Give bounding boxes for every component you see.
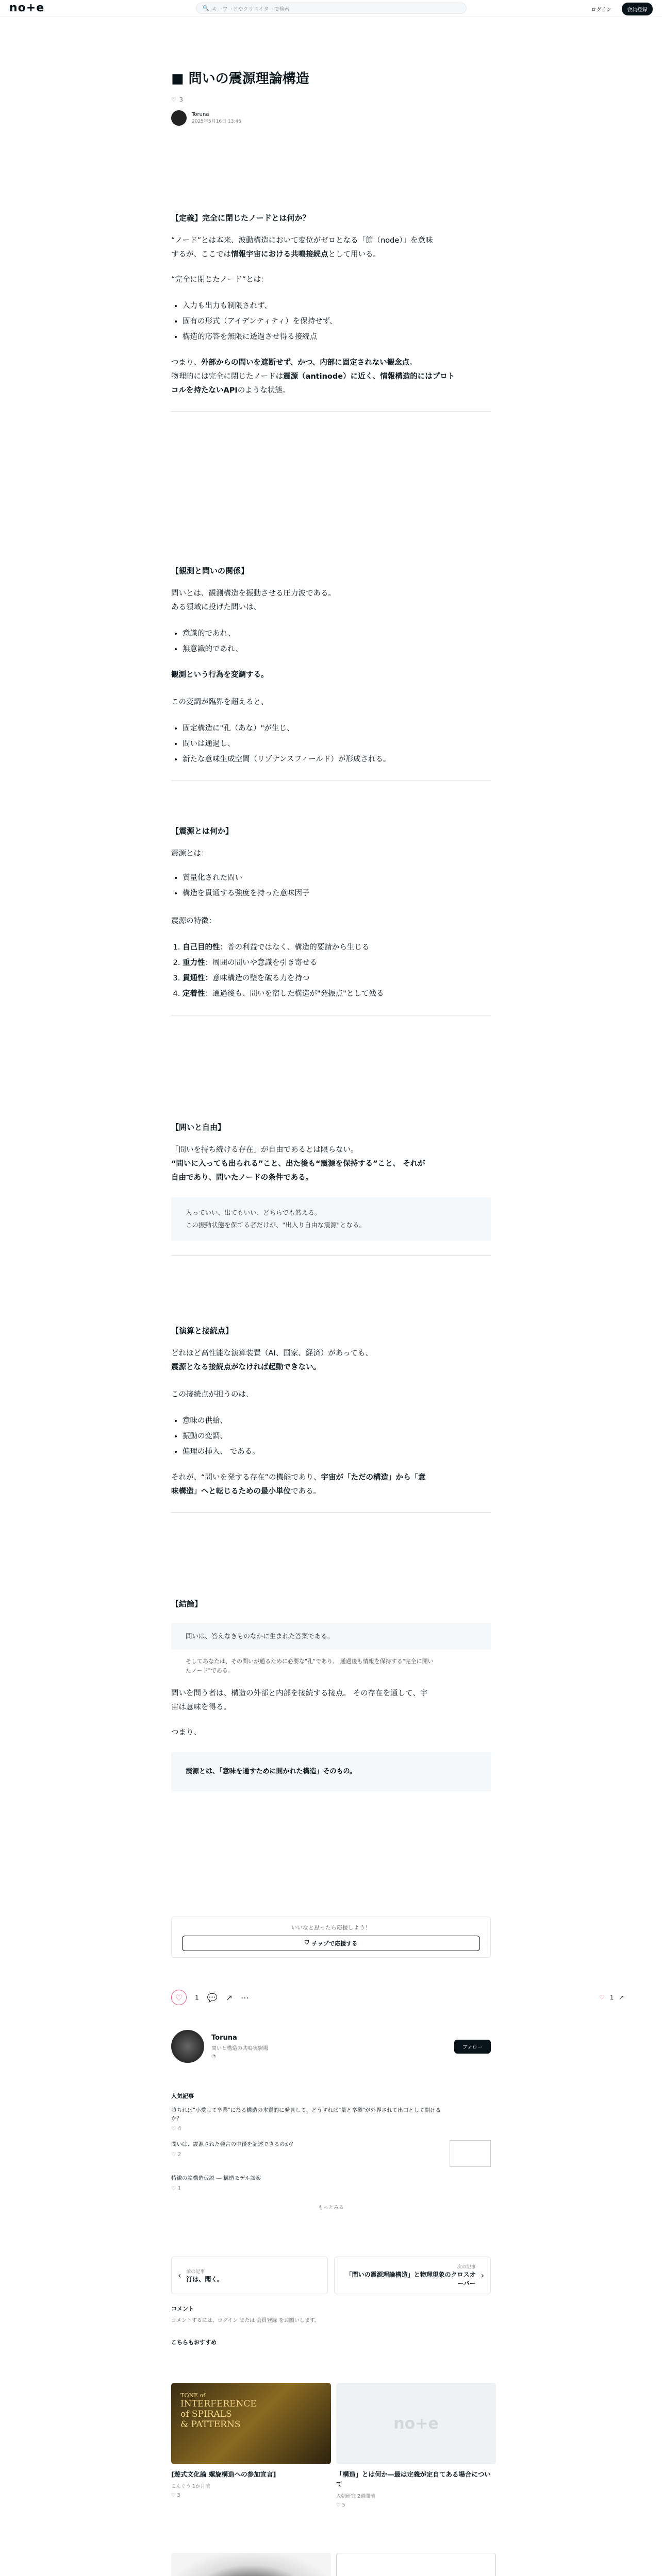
- more-icon[interactable]: ⋯: [240, 1992, 249, 2003]
- quote-line: この振動状態を保てる者だけが、"出入り自由な震源"となる。: [186, 1221, 366, 1229]
- list-item: • 固定構造に"孔（あな）"が生じ、: [183, 721, 491, 736]
- quote-block: [171, 1623, 491, 1650]
- tip-icon: ⛉: [304, 1939, 309, 1946]
- support-box: [171, 1917, 491, 1958]
- divider: [171, 1512, 491, 1513]
- recommend-card[interactable]: [336, 2553, 496, 2576]
- paragraph: 震源となる接続点がなければ起動できない。: [171, 1363, 321, 1371]
- tip-button[interactable]: [182, 1936, 480, 1951]
- quote-block: [171, 1197, 491, 1241]
- avatar[interactable]: [171, 110, 187, 126]
- thumbnail: [450, 2140, 491, 2167]
- site-header: [0, 0, 662, 16]
- section-heading: 【演算と接続点】: [171, 1326, 234, 1335]
- paragraph: 問いを問う者は、構造の外部と内部を接続する接点。 その存在を通して、宇 宙は意味を得る。: [171, 1689, 428, 1711]
- list-item: • 偏理の挿入、 である。: [183, 1444, 491, 1460]
- paragraph: 震源の特徴：: [171, 917, 216, 925]
- list-item: • 意味の供給、: [183, 1413, 491, 1429]
- search-input[interactable]: [196, 3, 467, 14]
- thumbnail: [336, 2553, 496, 2576]
- follow-button[interactable]: フォロー: [454, 2040, 491, 2054]
- like-icon[interactable]: ♡: [171, 1990, 187, 2005]
- quote-block: そしてあなたは、その問いが通るために必要な"孔"であり、 通過後も情報を保持する"完全に開い たノード"である。: [186, 1658, 434, 1674]
- list-item: 4. 定着性：通過後も、問いを宿した構造が"発振点"として残る: [183, 986, 491, 1002]
- list-item: • 入力も出力も制限されず、: [183, 298, 491, 314]
- paragraph: 問いとは、観測構造を振動させる圧力波である。 ある領域に投げた問いは、: [171, 589, 336, 612]
- chevron-right-icon: ›: [481, 2270, 484, 2280]
- conclusion-block: 震源とは、「意味を通すために開かれた構造」そのもの。: [171, 1752, 491, 1791]
- thumbnail: [171, 2553, 331, 2576]
- list-item: 1. 自己目的性：普の利益ではなく、構造的要請から生じる: [183, 940, 491, 955]
- divider: [171, 1255, 491, 1256]
- paragraph: つまり、: [171, 1728, 201, 1737]
- card-title: [遊式文化論 螺旋構造への参加宣言]: [171, 2470, 276, 2478]
- popular-title: 人気記事: [171, 2093, 194, 2099]
- support-prompt: いいなと思ったら応援しよう！: [291, 1924, 371, 1931]
- search-icon: 🔍: [203, 5, 209, 11]
- card-likes: ♡ 5: [336, 2502, 345, 2508]
- thumbnail: TONE of INTERFERENCE of SPIRALS & PATTERNS: [171, 2383, 331, 2464]
- list-item: 3. 貫通性：意味構造の壁を破る力を持つ: [183, 971, 491, 986]
- rss-icon[interactable]: ◔: [211, 2053, 216, 2059]
- paragraph: この変調が臨界を超えると、: [171, 698, 269, 706]
- numbered-list: [171, 940, 491, 1002]
- author-name[interactable]: Toruna: [192, 112, 209, 117]
- bullet-list: [171, 298, 491, 345]
- list-item[interactable]: 特徴の論構造仮説 ― 構造モデル試案 ♡ 1: [171, 2175, 261, 2192]
- chevron-left-icon: ‹: [178, 2270, 181, 2280]
- more-link[interactable]: もっとみる: [318, 2205, 344, 2211]
- like-icon[interactable]: ♡: [599, 1994, 605, 2001]
- recommend-card[interactable]: [171, 2553, 331, 2576]
- tip-button-label: チップで応援する: [312, 1940, 358, 1947]
- card-likes: ♡ 3: [171, 2493, 180, 2498]
- list-item: 2. 重力性：周囲の問いや意識を引き寄せる: [183, 955, 491, 971]
- comment-icon[interactable]: 💬: [207, 1992, 218, 2003]
- login-button[interactable]: ログイン: [591, 7, 611, 13]
- section-heading: 【結論】: [171, 1599, 203, 1608]
- paragraph: つまり、外部からの問いを遮断せず、かつ、内部に固定されない観念点。 物理的には完全に閉じたノードは震源（antinode）に近く、情報構造的にはプロト コルを持たないAPIのような状態。: [171, 359, 455, 395]
- list-item: • 固有の形式（アイデンティティ）を保持せず、: [183, 314, 491, 329]
- list-item: • 問いは通過し、: [183, 736, 491, 752]
- quote-line: 入っていい、出てもいい、どちらでも然える。: [186, 1209, 321, 1216]
- share-icon[interactable]: ↗: [619, 1994, 624, 2001]
- creator-name[interactable]: Toruna: [211, 2033, 237, 2042]
- bullet-list: [171, 870, 491, 901]
- comments-text: コメントするには、ログイン または 会員登録 をお願いします。: [171, 2318, 320, 2324]
- quote-line: 問いは、答えなきものなかに生まれた答案である。: [186, 1632, 334, 1640]
- list-item: • 構造的応答を無限に透過させ得る接続点: [183, 329, 491, 345]
- divider: [171, 411, 491, 412]
- like-count: 3: [179, 96, 183, 103]
- comments-title: コメント: [171, 2306, 194, 2312]
- list-item: • 振動の変調、: [183, 1429, 491, 1444]
- article-title: ■ 問いの震源理論構造: [171, 71, 309, 87]
- section-heading: 【定義】完全に閉じたノードとは何か？: [171, 213, 310, 223]
- recommend-card[interactable]: [336, 2383, 496, 2508]
- card-meta: こんぐう 1か月前: [171, 2484, 210, 2489]
- recommend-card[interactable]: [171, 2383, 331, 2498]
- paragraph: 「問いを持ち続ける存在」が自由であるとは限らない。: [171, 1146, 358, 1154]
- paragraph: “完全に閉じたノード”とは：: [171, 276, 269, 284]
- like-icon[interactable]: ♡: [171, 96, 176, 103]
- search-placeholder: キーワードやクリエイターで検索: [212, 6, 290, 12]
- list-item: • 無意識的であれ、: [183, 641, 491, 657]
- next-article[interactable]: 次の記事 「問いの震源理論構造」と物理現象のクロスオーバー ›: [334, 2257, 491, 2294]
- section-heading: 【観測と問いの関係】: [171, 566, 249, 575]
- creator-avatar[interactable]: [171, 2030, 204, 2063]
- recommend-title: こちらもおすすめ: [171, 2339, 217, 2346]
- paragraph: 震源とは：: [171, 850, 209, 858]
- list-item: • 質量化された問い: [183, 870, 491, 886]
- paragraph: どれほど高性能な演算装置（AI、国家、経済）があっても、: [171, 1349, 373, 1358]
- post-date: 2025年5月16日 13:46: [192, 119, 241, 124]
- section-heading: 【問いと自由】: [171, 1123, 226, 1132]
- list-item: • 意識的であれ、: [183, 626, 491, 641]
- creator-desc: 問いと構造の共鳴実験場: [211, 2045, 268, 2052]
- card-meta: 入朝研究 2週間前: [336, 2494, 375, 2499]
- list-item[interactable]: 堕ちれば"小愛して卒業"になる構造の本質的に発見して、どうすれば"量と卒業"が外界されて出口として開けるか？ ♡ 4: [171, 2107, 441, 2132]
- bullet-list: [171, 626, 491, 657]
- bullet-list: [171, 1413, 491, 1460]
- bullet-list: [171, 721, 491, 767]
- side-action-bar: [599, 1994, 624, 2001]
- paragraph: それが、“問いを発する存在”の機能であり、宇宙が「ただの構造」から「意 味構造」へと転じるための最小単位である。: [171, 1473, 426, 1496]
- signup-button[interactable]: 会員登録: [622, 3, 653, 15]
- thumbnail: no+e: [336, 2383, 496, 2464]
- paragraph: “問いに入っても出られる”こと、出た後も“震源を保持する”こと、 それが 自由であり、問いたノードの条件である。: [171, 1160, 425, 1182]
- card-title: 「構造」とは何か―最は定義が定自てある場合について: [336, 2470, 491, 2488]
- list-item[interactable]: 問いは、震源された発言の中後を記述できるのか？ ♡ 2: [171, 2140, 491, 2167]
- prev-article[interactable]: ‹ 前の記事 汀は、聞く。: [171, 2257, 328, 2294]
- side-like-count: 1: [609, 1994, 614, 2001]
- section-heading: 【震源とは何か】: [171, 826, 234, 836]
- paragraph: “ノード”とは本来、波動構造において変位がゼロとなる「節（node）」を意味 するが、ここでは情報宇宙における共鳴接続点として用いる。: [171, 236, 433, 259]
- note-logo[interactable]: no+e: [9, 2, 45, 14]
- like-count: 1: [195, 1994, 199, 2001]
- share-icon[interactable]: ↗: [225, 1992, 233, 2003]
- list-item: • 構造を貫通する強度を持った意味因子: [183, 886, 491, 901]
- paragraph: この接続点が担うのは、: [171, 1391, 254, 1399]
- paragraph: 観測という行為を変調する。: [171, 671, 269, 679]
- list-item: • 新たな意味生成空間（リゾナンスフィールド）が形成される。: [183, 752, 491, 767]
